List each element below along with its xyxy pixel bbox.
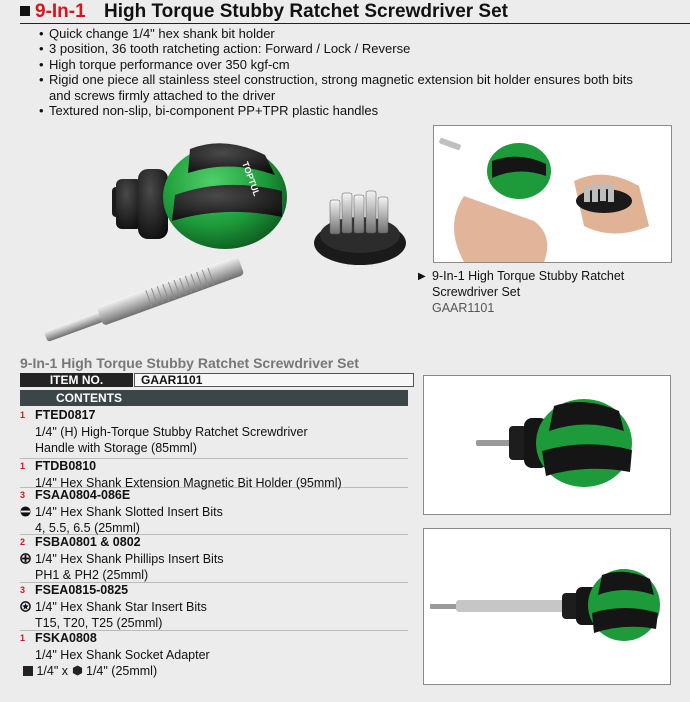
socket-size-b: 1/4" (25mml) <box>86 664 158 678</box>
part-code: FTDB0810 <box>35 459 97 473</box>
socket-size-a: 1/4" x <box>36 664 69 678</box>
part-code: FSEA0815-0825 <box>35 583 129 597</box>
quantity: 3 <box>20 585 26 595</box>
quantity: 2 <box>20 537 26 547</box>
feature-list <box>39 26 679 118</box>
feature-item: • Textured non-slip, bi-component PP+TPR plastic handles <box>39 103 679 118</box>
caption-arrow-icon: ▶ <box>418 271 426 282</box>
part-description: 1/4" Hex Shank Slotted Insert Bits 4, 5.5, 6.5 (25mml) <box>35 505 223 535</box>
part-description: 1/4" (H) High-Torque Stubby Ratchet Screwdriver Handle with Storage (85mml) <box>35 425 308 455</box>
page-header <box>0 0 690 24</box>
list-item <box>20 408 408 459</box>
header-prefix: 9-In-1 <box>35 1 86 22</box>
part-description: 1/4" Hex Shank Phillips Insert Bits PH1 & PH2 (25mml) <box>35 552 224 582</box>
list-item <box>20 631 408 679</box>
photo-caption <box>418 268 678 316</box>
part-code: FSKA0808 <box>35 631 97 645</box>
item-number-value: GAAR1101 <box>134 373 414 387</box>
feature-item-continuation: and screws firmly attached to the driver <box>49 87 276 103</box>
contents-header <box>20 390 408 406</box>
hand-usage-photo <box>433 125 672 263</box>
hex-drive-icon <box>72 665 83 676</box>
item-number-label: ITEM NO. <box>20 373 133 387</box>
quantity: 1 <box>20 410 26 420</box>
quantity: 1 <box>20 633 26 643</box>
list-item <box>20 459 408 488</box>
feature-item: • High torque performance over 350 kgf-cm <box>39 57 679 72</box>
contents-label: CONTENTS <box>56 391 122 405</box>
caption-line-1: 9-In-1 High Torque Stubby Ratchet <box>432 269 625 283</box>
feature-item: • Quick change 1/4" hex shank bit holder <box>39 26 679 41</box>
square-drive-icon <box>23 666 33 676</box>
caption-code: GAAR1101 <box>432 301 495 315</box>
part-code: FSAA0804-086E <box>35 488 131 502</box>
caption-line-2: Screwdriver Set <box>432 285 521 299</box>
quantity: 1 <box>20 461 26 471</box>
part-code: FTED0817 <box>35 408 96 422</box>
header-square-icon <box>20 6 30 16</box>
brand-logo-text: TOPTUL <box>240 160 262 198</box>
feature-item: • Rigid one piece all stainless steel construction, strong magnetic extension bit holder ensures both bits <box>39 72 679 87</box>
star-icon <box>20 601 31 612</box>
product-illustration <box>20 125 415 350</box>
driver-with-extension-photo <box>423 528 671 685</box>
header-title: High Torque Stubby Ratchet Screwdriver Set <box>104 1 509 22</box>
list-item <box>20 488 408 535</box>
list-item <box>20 535 408 583</box>
set-title: 9-In-1 High Torque Stubby Ratchet Screwdriver Set <box>20 355 359 371</box>
list-item <box>20 583 408 631</box>
slotted-icon <box>20 506 31 517</box>
part-code: FSBA0801 & 0802 <box>35 535 141 549</box>
phillips-icon <box>20 553 31 564</box>
driver-with-bit-photo <box>423 375 671 515</box>
part-description: 1/4" Hex Shank Socket Adapter 1/4" x 1/4" (25mml) <box>35 647 210 679</box>
part-description: 1/4" Hex Shank Extension Magnetic Bit Holder (95mml) <box>35 476 342 490</box>
feature-item: • 3 position, 36 tooth ratcheting action: Forward / Lock / Reverse <box>39 41 679 56</box>
quantity: 3 <box>20 490 26 500</box>
item-number-row <box>20 373 408 387</box>
part-description: 1/4" Hex Shank Star Insert Bits T15, T20, T25 (25mml) <box>35 600 207 630</box>
header-divider <box>20 23 690 24</box>
